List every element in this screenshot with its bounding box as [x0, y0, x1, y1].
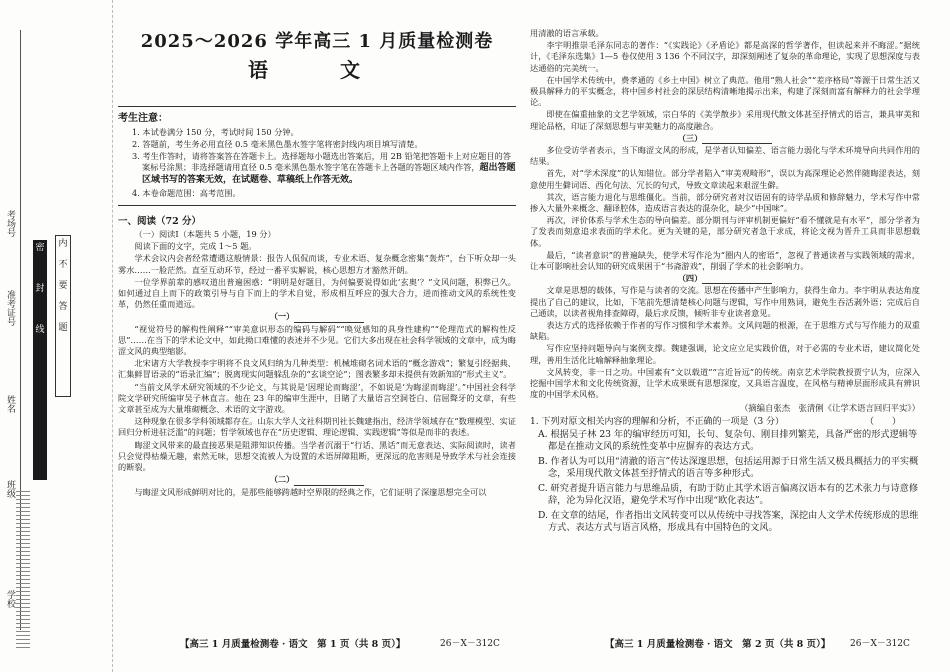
passage-paragraph: “视觉符号的解构性阐释”“审美意识形态的编码与解码”“唤觉感知的具身性建构”“伦理范式的解构性反思”……在当下的学术论文中，如此拗口难懂的表述并不少见。它们大多出现在社会科学领域的文章中，成为晦涩文风的典型缩影。: [118, 323, 516, 357]
option-b: B. 作者认为可以用“清澈的语言”传达深邃思想，包括运用源于日常生活又极具概括力的平实概念，采用现代散文体甚至抒情式的语言等多种形式。: [538, 455, 919, 480]
passage-paragraph: 李宇明推崇毛泽东同志的著作：“《实践论》《矛盾论》都是高深的哲学著作，但读起来并不晦涩。”据统计，《毛泽东选集》1—5 卷仅使用 3 136 个不同汉字，却深刻阐述了复杂的革命理论，实现了思想深度与表达通俗的完美统一。: [530, 40, 920, 73]
class-field: 班级: [5, 480, 15, 498]
paper-code: 26－X－312C: [850, 639, 910, 649]
no-answer-box: [55, 235, 71, 397]
name-field: 姓名: [5, 395, 15, 413]
page-two: [530, 28, 920, 537]
subsection-heading: （一）阅读Ⅰ（本题共 5 小题，19 分）: [134, 229, 276, 240]
seal-char: 题: [58, 323, 68, 333]
notice-item: 1. 本试卷满分 150 分，考试时间 150 分钟。: [132, 126, 299, 137]
passage-paragraph: 学术会议内会者经常遭遇这般情景：报告人侃侃而谈，专业术语、复杂概念密集“轰炸”，台下听众却一头雾水……一脸茫然。直至互动环节，经过一番平实解说，核心思想方才豁然开朗。: [118, 253, 516, 275]
seal-char: 要: [58, 281, 68, 291]
source-credit: （摘编自张杰 张清俐《让学术语言回归平实》）: [739, 402, 920, 413]
seal-char: 答: [58, 302, 68, 312]
exam-number-field: 准考证号: [5, 290, 15, 326]
option-a: A. 根据吴子林 23 年的编审经历可知，长句、复杂句、刚目排列繁芜，具备严密的形式逻辑等都是在推动文风的系统性变革中应摒弃的表达方式。: [538, 428, 918, 453]
passage-paragraph: 这种现象在很多学科领域都存在。山东大学人文社科期刊社长魏建指出，经济学领域存在“数理模型、实证回归分析进驻泛滥”的问题；哲学领域也存在“历史逻辑、理论逻辑、实践逻辑”等似是而非的表述。: [118, 416, 516, 438]
passage-paragraph: “当前文风学术研究领域的不少论文，与其说是‘因理论而晦涩’，不如说是‘为晦涩而晦涩’。”中国社会科学院文学研究所编审吴子林直言。他在 23 年的编审生涯中，目睹了大量语言空洞苍白、信屈聱牙的文章，有些文章甚至成为大量堆砌概念、术语的文字游戏。: [118, 381, 516, 415]
school-field: 学校: [5, 590, 15, 608]
passage-paragraph: 用清澈的语言承载。: [530, 28, 604, 38]
seal-char: 不: [58, 260, 68, 270]
passage-paragraph: 即使在偏重抽象的文艺学领域，宗白华的《美学散步》采用现代散文体甚至抒情式的语言，兼具审美和理论品格，印证了深刻思想与审美魅力的高度融合。: [530, 109, 920, 131]
part-marker: （一）: [118, 311, 516, 322]
page-footer: 【高三 1 月质量检测卷 · 语文 第 2 页（共 8 页）】: [605, 639, 831, 650]
exam-room-field: 考场号: [5, 210, 15, 237]
margin-divider: [112, 0, 114, 672]
part-marker: （二）: [118, 474, 516, 485]
section-heading: 一、阅读（72 分）: [118, 215, 202, 227]
seal-char: 密: [35, 243, 45, 253]
part-marker: （三）: [530, 133, 920, 144]
passage-paragraph: 多位受访学者表示，当下晦涩文风的形成，是学者认知偏差、语言能力弱化与学术环境导向共同作用的结果。: [530, 145, 920, 167]
passage-paragraph: 首先，对“学术深度”的认知错位。部分学者陷入“审美观畸形”，误以为高深理论必然伴随晦涩表达，刻意使用生僻词语、西化句法、冗长的句式，导致文章读起来艰涩生僻。: [530, 168, 920, 190]
seal-char: 封: [35, 284, 45, 294]
passage-paragraph: 与晦涩文风形成鲜明对比的，是那些能够跨越时空界限的经典之作，它们证明了深邃思想完全可以: [134, 486, 487, 497]
passage-paragraph: 再次，评价体系与学术生态的导向偏差。部分期刊与评审机制更偏好“看不懂就是有水平”，部分学者为了发表而刻意追求表面的学术化。更为关键的是，部分研究者急于求成，将论文视为晋升工具而非思想载体。: [530, 215, 920, 248]
passage-paragraph: 写作应坚持问题导向与案例支撑。魏建强调，论文应立足实践价值，对于必需的专业术语，建议简化处理，善用生活化比喻解释抽象理论。: [530, 343, 920, 365]
notice-heading: 考生注意：: [118, 113, 168, 125]
passage-paragraph: 晦涩文风带来的最直接恶果是阻滞知识传播。当学者沉溺于“行话、黑话”而无意表达、实际阅读时，读者只会觉得枯燥无趣，索然无味，思想交流被人为设置的术语屏障阻断，更深远的危害则是导致学术与社会连接的断裂。: [118, 439, 516, 473]
option-c: C. 研究者提升语言能力与思维品质，有助于防止其学术语言偏离汉语本有的艺术张力与诗意修辞，沦为异化汉语，避免学术写作中出现“欧化表达”。: [538, 482, 919, 507]
page-footer: 【高三 1 月质量检测卷 · 语文 第 1 页（共 8 页）】: [180, 639, 406, 650]
notice-item: 4. 本卷命题范围：高考范围。: [132, 187, 241, 198]
passage-paragraph: 表达方式的选择依赖于作者的写作习惯和学术素养。文风问题的根源，在于思维方式与写作能力的双重缺陷。: [530, 320, 920, 342]
option-d: D. 在文章的结尾，作者指出文风转变可以从传统中寻找答案，深挖由人文学术传统形成的思维方式、表达方式与语言风格，形成具有中国特色的文风。: [538, 509, 919, 534]
passage-paragraph: 一位学界前辈的感叹道出普遍困惑：“明明是好题目，为何偏要说得如此‘玄奥’？”文风问题，积弊已久。如何通过自上而下的政策引导与自下而上的学术自觉，形成相互呼应的强大合力，进而推动文风的系统性变革，仍然任重而道远。: [118, 276, 516, 310]
seal-char: 线: [35, 325, 45, 335]
exam-title: 2025～2026 学年高三 1 月质量检测卷: [140, 31, 494, 52]
subject-title: 语 文: [248, 58, 386, 83]
notice-list: [118, 127, 516, 199]
divider: [118, 205, 516, 206]
instruction: 阅读下面的文字，完成 1～5 题。: [134, 241, 257, 252]
hatched-strip: [16, 488, 30, 648]
notice-item: 2. 答题前，考生务必用直径 0.5 毫米黑色墨水签字笔将密封线内项目填写清楚。: [132, 138, 423, 149]
part-marker: （四）: [530, 273, 920, 284]
seal-char: 内: [58, 239, 68, 249]
divider: [118, 106, 516, 107]
seal-line-strip: [33, 240, 47, 480]
binding-margin: [0, 0, 112, 672]
passage-paragraph: 文章是思想的载体，写作是与读者的交流。思想在传播中产生影响力，获得生命力。李宇明从表达角度提出了自己的建议，比如，下笔前先想清楚核心问题与逻辑，写作中用熟词，避免生吞活剥外语；完成后自己通读，以读者视角排查障碍，最后求反馈，倾听非专业读者意见。: [530, 285, 920, 318]
notice-emphasis: 超出答题区域书写的答案无效，在试题卷、草稿纸上作答无效。: [142, 163, 516, 186]
passage-paragraph: 在中国学术传统中，费孝通的《乡土中国》树立了典范。他用“熟人社会”“差序格局”等源于日常生活又极具解释力的平实概念，将中国乡村社会的深层结构清晰地揭示出来，构建了深刻而富有解释力的社会学理论。: [530, 74, 920, 108]
passage-paragraph: 最后，“读者意识”的普遍缺失，使学术写作沦为“圈内人的密语”，忽视了普通读者与实践领域的需求，让本可影响社会认知的研究成果困于“书斋游戏”，削弱了学术的社会影响力。: [530, 249, 920, 272]
notice-item: 3. 考生作答时，请将答案答在答题卡上。选择题每小题选出答案后，用 2B 铅笔把答题卡上对应题目的答案标号涂黑；非选择题请用直径 0.5 毫米黑色墨水签字笔在答题卡上各题的答题区域内作答，超出答题区域书写的答案无效，在试题卷、草稿纸上作答无效。: [132, 151, 516, 186]
paper-code: 26－X－312C: [440, 639, 500, 649]
passage-paragraph: 其次，语言能力退化与思维僵化。当前，部分研究者对汉语固有的诗学品质和修辞魅力，学术写作中常掺入大量外来概念、翻译腔体，造成语言表达的混杂化，缺少“中国味”。: [530, 191, 920, 214]
page-one: [118, 28, 516, 499]
passage-paragraph: 文风转变，非一日之功。中国素有“文以载道”“言近旨远”的传统。南京艺术学院教授贾宁认为，应深入挖掘中国学术和文化传统资源，让学术成果既有思想深度，又具语言温度，在风格与精神层面形成具有辨识度的中国学术风格。: [530, 366, 920, 400]
question-stem: 1. 下列对原文相关内容的理解和分析，不正确的一项是（3 分） （ ）: [530, 416, 902, 427]
passage-paragraph: 北宋诸方大学教授李宇明将不良文风归纳为几种类型：机械堆砌名词术语的“概念游戏”；繁复引经据典、汇集鲜冒语录的“语录汇编”；脱离现实问题躲乱杂的“玄谈空论”；图表繁多却未提供有效新知的“形式主义”。: [118, 358, 516, 380]
